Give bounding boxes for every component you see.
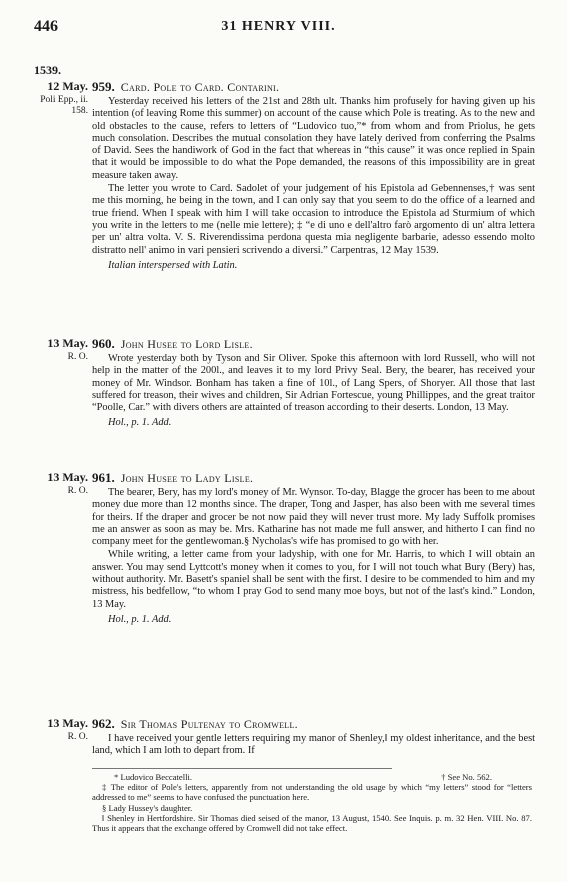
footnote-star: * Ludovico Beccatelli. xyxy=(114,772,193,782)
entry-note: Italian interspersed with Latin. xyxy=(108,259,238,271)
entry-source-ref: Poli Epp., ii. 158. xyxy=(40,95,88,116)
entry-paragraph: I have received your gentle letters requiring my manor of Shenley,‖ my oldest inheritance, and the best land, which I am loth to depart from. If xyxy=(92,733,535,757)
entry-heading xyxy=(92,336,535,352)
entry-paragraph: While writing, a letter came from your ladyship, with one for Mr. Harris, to which I will obtain an answer. You may send Lyttcott's money when it comes to you, for I will not touch what Bury (Bery) has, without authority. Mr. Basett's spaniel shall be sent with the first. I desire to be commended to him and my mistress, his bedfellow, “to whom I pray God to send many moe boys, but not of the last's kind.” London, 13 May. xyxy=(92,549,535,610)
year-marker: 1539. xyxy=(34,63,61,77)
entry-number: 959. xyxy=(92,79,115,94)
footnote-parallel: ‖ Shenley in Hertfordshire. Sir Thomas died seised of the manor, 13 August, 1540. See Inquis. p. m. 32 Hen. VIII. No. 87. Thus it appears that the exchange offered by Cromwell did not take effect. xyxy=(92,812,532,834)
entry-paragraph: Wrote yesterday both by Tyson and Sir Oliver. Spoke this afternoon with lord Russell, who will not help in the matter of the 200l., and leaves it to my lord Privy Seal. Bery, the bearer, has received your money of Mr. Windsor. Bonham has taken a fine of 10l., of Lang Spers, of Shoryer. All those that last suffered for treason, their wives and children, Sir Adrian Fortescue, young Phillippes, and the great traitor “Poolle, Car.” with divers others are attainted of treason according to their deserts. London, 13 May. xyxy=(92,353,535,414)
entry-paragraph: The bearer, Bery, has my lord's money of Mr. Wynsor. To-day, Blagge the grocer has been to me about money due more than 12 months since. The draper, Tong and Jasper, has also been with me several times for theirs. If the draper and grocer be not now paid they will never trust more. My lady Suffolk promises me an answer as soon as may be. Mrs. Katharine has not made me full answer, and hitherto I can find no company meet for the gentlewoman.§ Nycholas's wife has promised to go with her. xyxy=(92,487,535,548)
entry-body xyxy=(92,470,535,626)
entry-title: John Husee to Lady Lisle. xyxy=(120,471,254,485)
footnote-divider xyxy=(92,768,392,769)
entry-number: 961. xyxy=(92,470,115,485)
entry-title: John Husee to Lord Lisle. xyxy=(120,337,253,351)
entry-note: Hol., p. 1. Add. xyxy=(108,613,172,625)
page-number: 446 xyxy=(34,18,58,35)
entry-margin xyxy=(30,336,90,363)
entry-title: Card. Pole to Card. Contarini. xyxy=(120,80,280,94)
entry-paragraph: The letter you wrote to Card. Sadolet of your judgement of his Epistola ad Gebennenses,† was sent me this morning, he being in the town, and I can only say that you seem to do the office of a learned and true friend. When I speak with him I will take occasion to introduce the Epistola ad Sturmium of which you write in the letters to me (nelle mie lettere); ‡ “e di uno e dell'altro farò argomento di un' altra lettera per un' altra volta. V. S. Riverendissima perdona questa mia negligente barbarie, adesso essendo molto distratto nell' animo in vari pensieri scrivendo a diversi.” Carpentras, 12 May 1539. xyxy=(92,183,535,256)
page-header xyxy=(34,18,523,38)
entry-body xyxy=(92,79,535,272)
footnotes xyxy=(92,772,532,833)
entry-date: 12 May. xyxy=(47,79,88,93)
footnote-double-dagger: ‡ The editor of Pole's letters, apparently from not understanding the old usage by which “my letters” stood for “letters addressed to me” seems to have confused the punctuation here. xyxy=(92,782,532,803)
entry-source-ref: R. O. xyxy=(67,352,88,362)
entry-body xyxy=(92,716,535,758)
entry-source-ref: R. O. xyxy=(67,732,88,742)
entry-date: 13 May. xyxy=(47,336,88,350)
entry-paragraph: Yesterday received his letters of the 21st and 28th ult. Thanks him profusely for having given up his intention (of leaving Rome this summer) on account of the cause which Pole is treating. As to the new and old obstacles to the cause, refers to letters of “Ludovico tuo,”* from whom and from Priolus, he gets much consolation. Describes the mutual consolation they have lately derived from conferring the Psalms of David. Sees the handiwork of God in the fact that whereas in “this cause” it was once replied in Spain that it would be impossible to do what the Pope demanded, the reasons of this impossibility are in great measure taken away. xyxy=(92,96,535,181)
entry-date: 13 May. xyxy=(47,716,88,730)
footnote-section: § Lady Hussey's daughter. xyxy=(102,802,193,813)
footnote-dagger: † See No. 562. xyxy=(441,772,492,782)
entry-number: 962. xyxy=(92,716,115,731)
entry-date: 13 May. xyxy=(47,470,88,484)
entry-note: Hol., p. 1. Add. xyxy=(108,417,172,429)
entry-title: Sir Thomas Pultenay to Cromwell. xyxy=(120,717,298,731)
entry-margin xyxy=(30,716,90,743)
entry-heading xyxy=(92,716,535,732)
entry-margin xyxy=(30,79,90,117)
footnote-row xyxy=(92,772,532,782)
entry-body xyxy=(92,336,535,429)
running-head: 31 HENRY VIII. xyxy=(221,19,336,34)
entry-number: 960. xyxy=(92,336,115,351)
entry-source-ref: R. O. xyxy=(67,486,88,496)
entry-heading xyxy=(92,79,535,95)
entry-margin xyxy=(30,470,90,497)
entry-heading xyxy=(92,470,535,486)
